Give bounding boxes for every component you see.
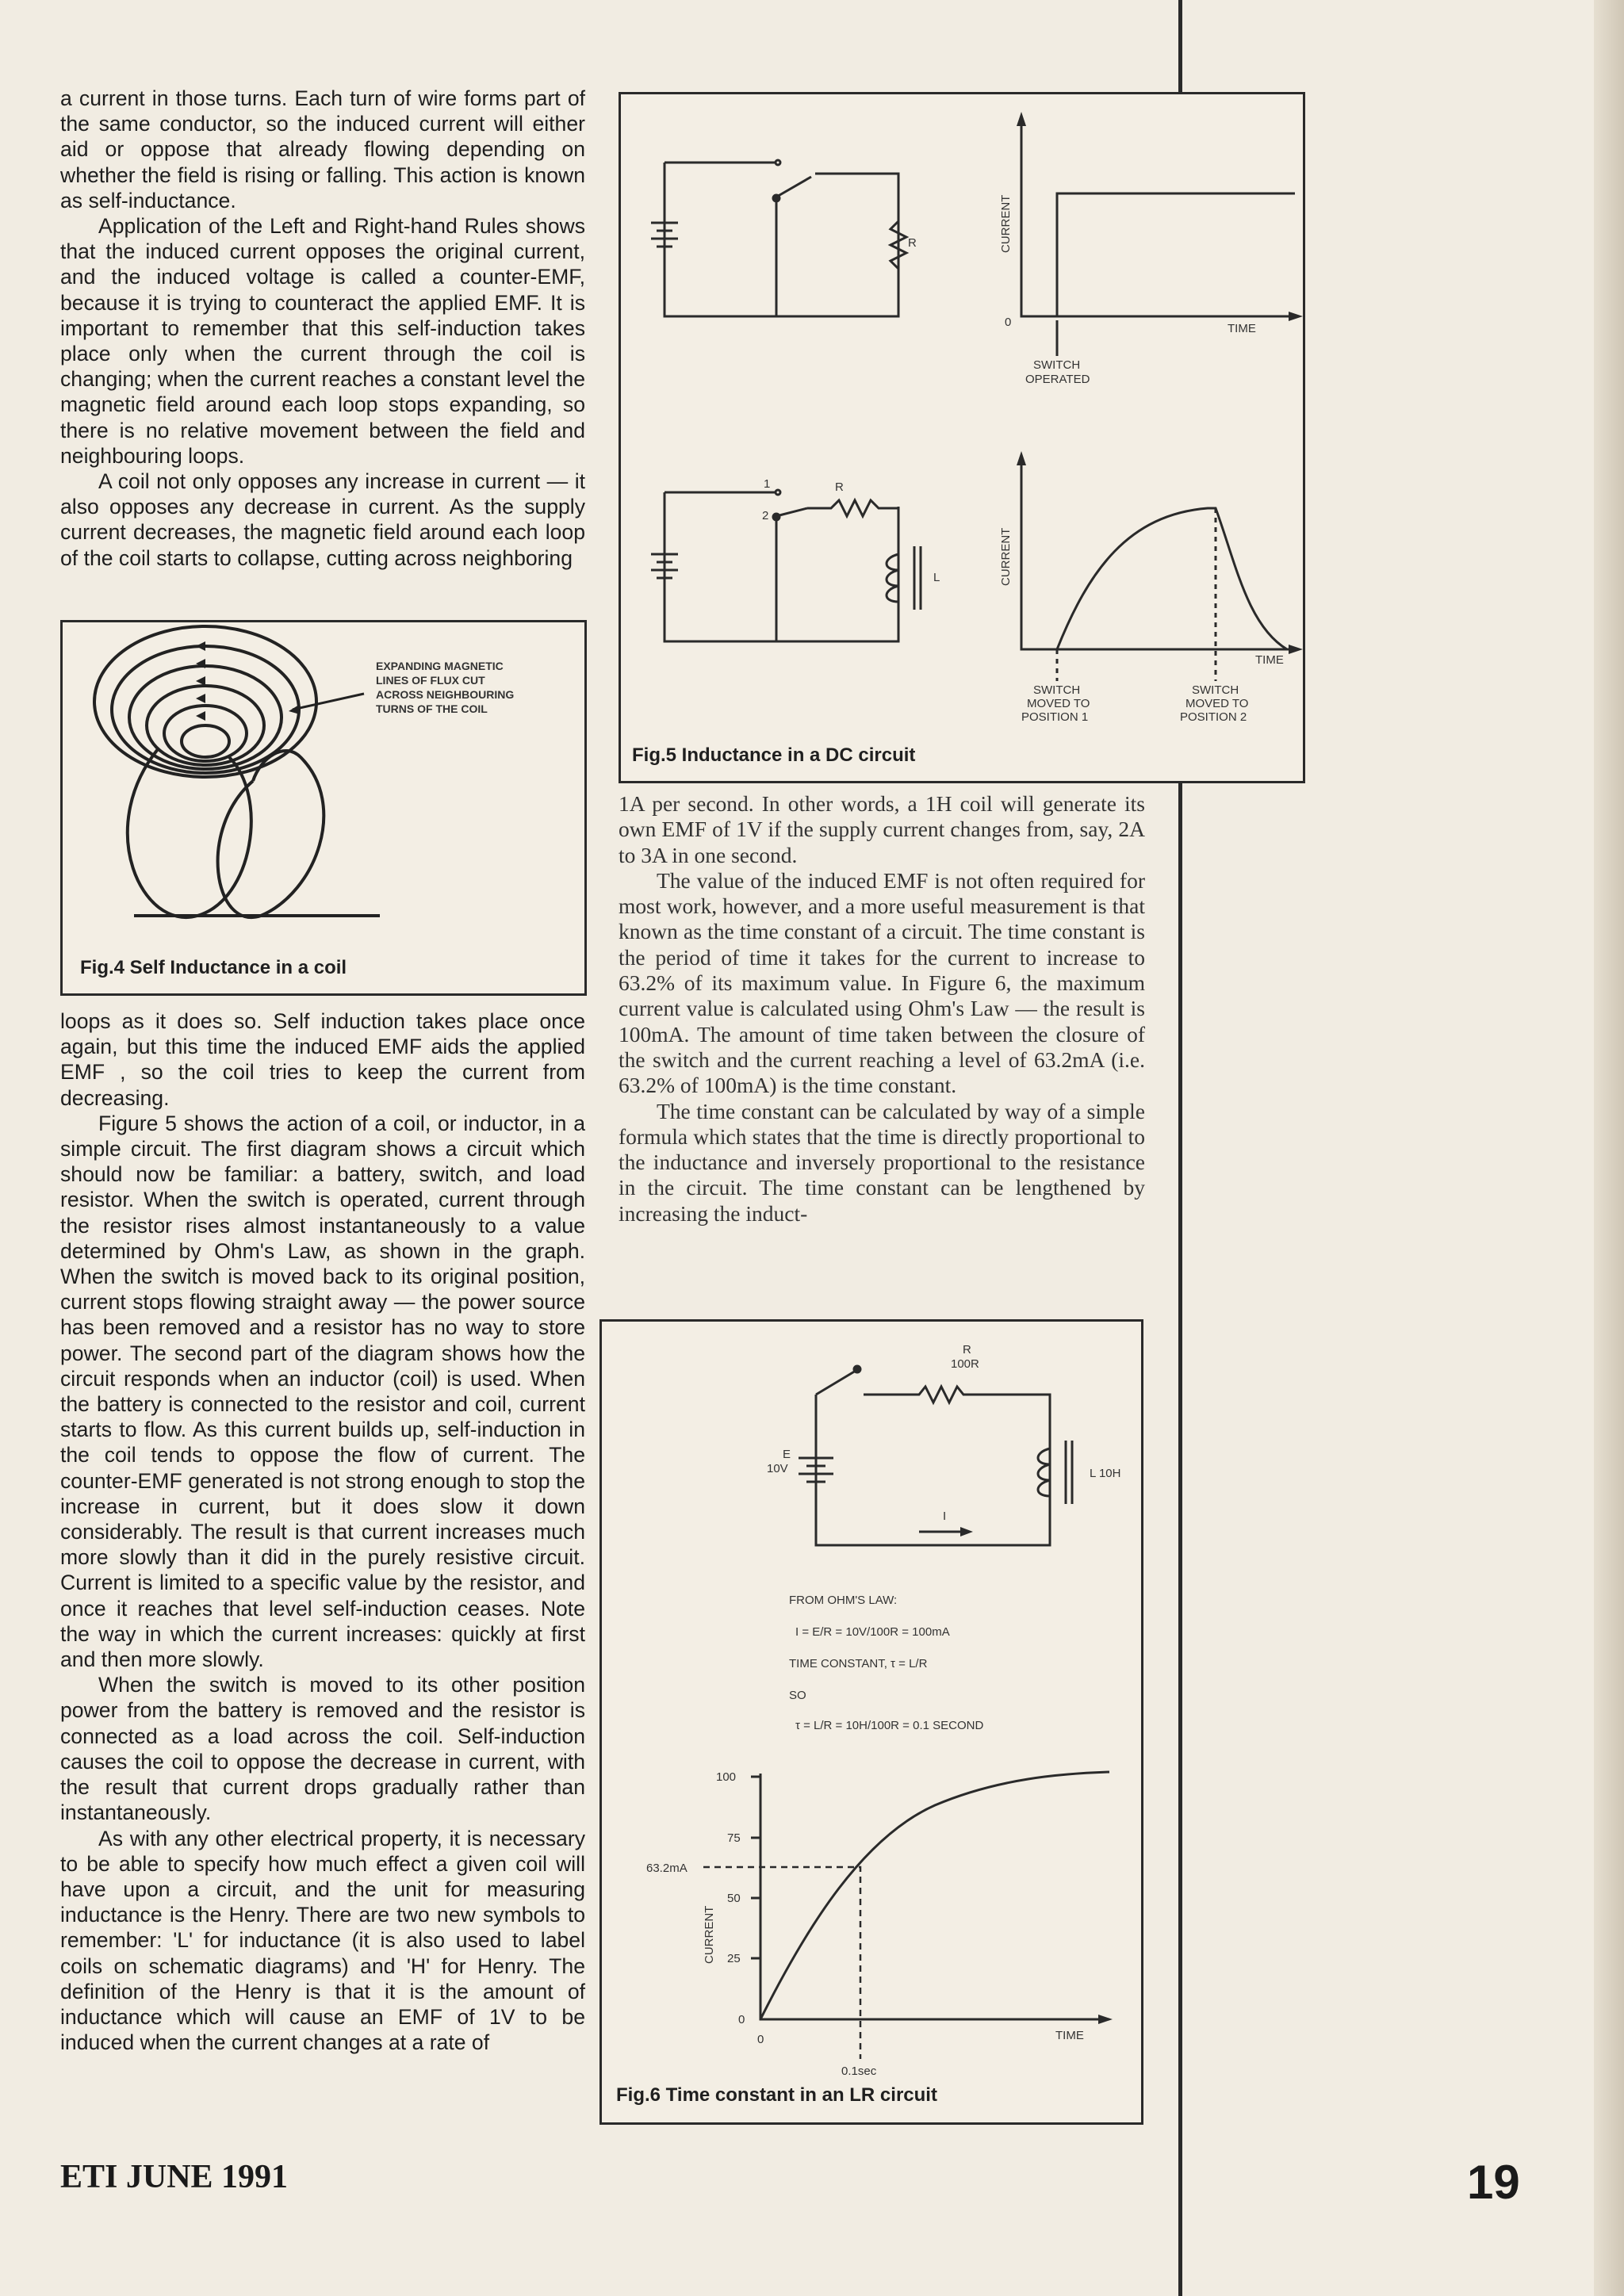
figure-4-caption: Fig.4 Self Inductance in a coil xyxy=(80,957,347,978)
fig6-resistor-value: 100R xyxy=(951,1357,979,1371)
fig6-tc-heading: TIME CONSTANT, τ = L/R xyxy=(789,1657,928,1670)
page-number: 19 xyxy=(1467,2156,1520,2209)
fig6-tc-eq: τ = L/R = 10H/100R = 0.1 SECOND xyxy=(795,1719,984,1732)
fig6-x-axis: TIME xyxy=(1055,2029,1084,2042)
paragraph: Figure 5 shows the action of a coil, or inductor, in a simple circuit. The first diagram shows a circuit which should now be familiar: a battery, switch, and load resistor. When the switch is operated, current through the resistor rises almost instantaneously to a value determined by Ohm's Law, as shown in the graph. When the switch is moved back to its original position, current stops flowing straight away — the power source has been removed and a resistor has no way to store power. The second part of the diagram shows how the circuit responds when an inductor (coil) is used. When the battery is connected to the resistor and coil, current starts to flow. As this current builds up, self-induction in the coil tends to oppose the flow of current. The counter-EMF generated is not strong enough to stop the increase in current, but it does slow it down considerably. The result is that current increases much more slowly than it did in the purely resistive circuit. Current is limited to a specific value by the resistor, and once it reaches that level self-induction ceases. Note the way in which the current increases: quickly at first and then more slowly. xyxy=(60,1111,585,1672)
fig5-pos2: 2 xyxy=(762,509,769,522)
figure-4 xyxy=(60,620,587,996)
issue-footer: ETI JUNE 1991 xyxy=(60,2159,289,2195)
dc-circuit-diagrams xyxy=(621,94,1303,744)
fig6-battery-label: E xyxy=(783,1448,791,1461)
fig4-label-line: LINES OF FLUX CUT xyxy=(376,674,485,687)
lr-time-constant-diagram xyxy=(602,1322,1141,2083)
fig5-current-axis: CURRENT xyxy=(999,194,1013,253)
left-column-bottom xyxy=(60,1008,585,2055)
fig5-pos1: 1 xyxy=(764,477,771,491)
paragraph: When the switch is moved to its other position power from the battery is removed and the resistor is connected as a load across the coil. Self-induction causes the coil to oppose the decrease in current, with the result that current drops gradually rather than instantaneously. xyxy=(60,1673,585,1825)
fig6-resistor-label: R xyxy=(963,1343,971,1357)
figure-5-caption: Fig.5 Inductance in a DC circuit xyxy=(632,744,916,766)
right-column xyxy=(619,791,1145,1226)
fig6-y-tick: 50 xyxy=(727,1892,741,1905)
fig5-time-axis-2: TIME xyxy=(1255,653,1284,667)
fig5-origin: 0 xyxy=(1005,316,1012,329)
page-edge xyxy=(1594,0,1624,2296)
fig5-inductor-label: L xyxy=(933,571,940,584)
paragraph: Application of the Left and Right-hand Rules shows that the induced current opposes the original current, and the induced voltage is called a counter-EMF, because it is trying to counteract the applied EMF. It is important to remember that this self-induction takes place only when the current through the coil is changing; when the current reaches a constant level the magnetic field around each loop stops expanding, so there is no relative movement between the field and neighbouring loops. xyxy=(60,214,585,468)
paragraph: As with any other electrical property, it is necessary to be able to specify how much effect a given coil will have upon a circuit, and the unit for measuring inductance is the Henry. There are two new symbols to remember: 'L' for inductance (it is also used to label coils on schematic diagrams) and 'H' for Henry. The definition of the Henry is that it is the amount of inductance which will cause an EMF of 1V to be induced when the current changes at a rate of xyxy=(60,1826,585,2055)
paragraph: The time constant can be calculated by way of a simple formula which states that the time is directly proportional to the inductance and inversely proportional to the resistance in the circuit. The time constant can be lengthened by increasing the induct- xyxy=(619,1098,1145,1226)
fig5-switch-pos1: MOVED TO xyxy=(1027,697,1090,710)
figure-6 xyxy=(599,1319,1143,2125)
paragraph: A coil not only opposes any increase in current — it also opposes any decrease in current. As the supply current decreases, the magnetic field around each loop of the coil starts to collapse, cutting across neighboring xyxy=(60,469,585,570)
fig5-switch-pos2: MOVED TO xyxy=(1185,697,1249,710)
paragraph: The value of the induced EMF is not often required for most work, however, and a more useful measurement is that known as the time constant of a circuit. The time constant is the period of time it takes for the current to increase to 63.2% of its maximum value. In Figure 6, the maximum current value is calculated using Ohm's Law — the result is 100mA. The amount of time taken between the closure of the switch and the current reaching a level of 63.2mA (i.e. 63.2% of 100mA) is the time constant. xyxy=(619,867,1145,1098)
figure-6-caption: Fig.6 Time constant in an LR circuit xyxy=(616,2084,937,2106)
fig5-switch-operated: OPERATED xyxy=(1025,373,1090,386)
fig6-y-tick: 100 xyxy=(716,1770,737,1784)
fig6-ohms-law-eq: I = E/R = 10V/100R = 100mA xyxy=(795,1625,950,1639)
self-inductance-coil-diagram xyxy=(63,622,584,955)
fig5-switch-pos2: SWITCH xyxy=(1192,683,1239,697)
fig5-switch-pos1: POSITION 1 xyxy=(1021,710,1089,724)
fig5-resistor-label: R xyxy=(908,236,917,250)
paragraph: 1A per second. In other words, a 1H coil will generate its own EMF of 1V if the supply current changes from, say, 2A to 3A in one second. xyxy=(619,791,1145,867)
fig6-so: SO xyxy=(789,1689,806,1702)
fig4-label-line: TURNS OF THE COIL xyxy=(376,702,488,715)
figure-5 xyxy=(619,92,1305,783)
fig6-y-tick: 0 xyxy=(738,2013,745,2026)
fig6-y-tick: 25 xyxy=(727,1952,741,1965)
fig5-resistor-label-2: R xyxy=(835,480,844,494)
fig6-current-label: I xyxy=(943,1510,947,1523)
fig5-switch-pos1: SWITCH xyxy=(1033,683,1081,697)
fig6-battery-value: 10V xyxy=(767,1462,788,1475)
fig6-y-axis: CURRENT xyxy=(703,1905,716,1964)
left-column-top xyxy=(60,86,585,571)
fig6-marker-label: 63.2mA xyxy=(646,1862,688,1875)
fig5-switch-pos2: POSITION 2 xyxy=(1180,710,1247,724)
fig4-label-line: EXPANDING MAGNETIC xyxy=(376,660,504,672)
fig6-x-origin: 0 xyxy=(757,2033,764,2046)
fig6-y-tick: 75 xyxy=(727,1831,741,1845)
fig6-inductor-label: L 10H xyxy=(1090,1467,1121,1480)
fig5-time-axis: TIME xyxy=(1228,322,1256,335)
fig5-current-axis-2: CURRENT xyxy=(999,527,1013,586)
fig6-x-marker: 0.1sec xyxy=(841,2064,877,2078)
paragraph: a current in those turns. Each turn of wire forms part of the same conductor, so the induced current will either aid or oppose that already flowing depending on whether the field is rising or falling. This action is known as self-inductance. xyxy=(60,86,585,212)
fig5-switch-operated: SWITCH xyxy=(1033,358,1081,372)
fig4-label-line: ACROSS NEIGHBOURING xyxy=(376,688,515,701)
fig6-ohms-law-heading: FROM OHM'S LAW: xyxy=(789,1594,898,1607)
paragraph: loops as it does so. Self induction takes place once again, but this time the induced EMF aids the applied EMF , so the coil tries to keep the current from decreasing. xyxy=(60,1009,585,1110)
